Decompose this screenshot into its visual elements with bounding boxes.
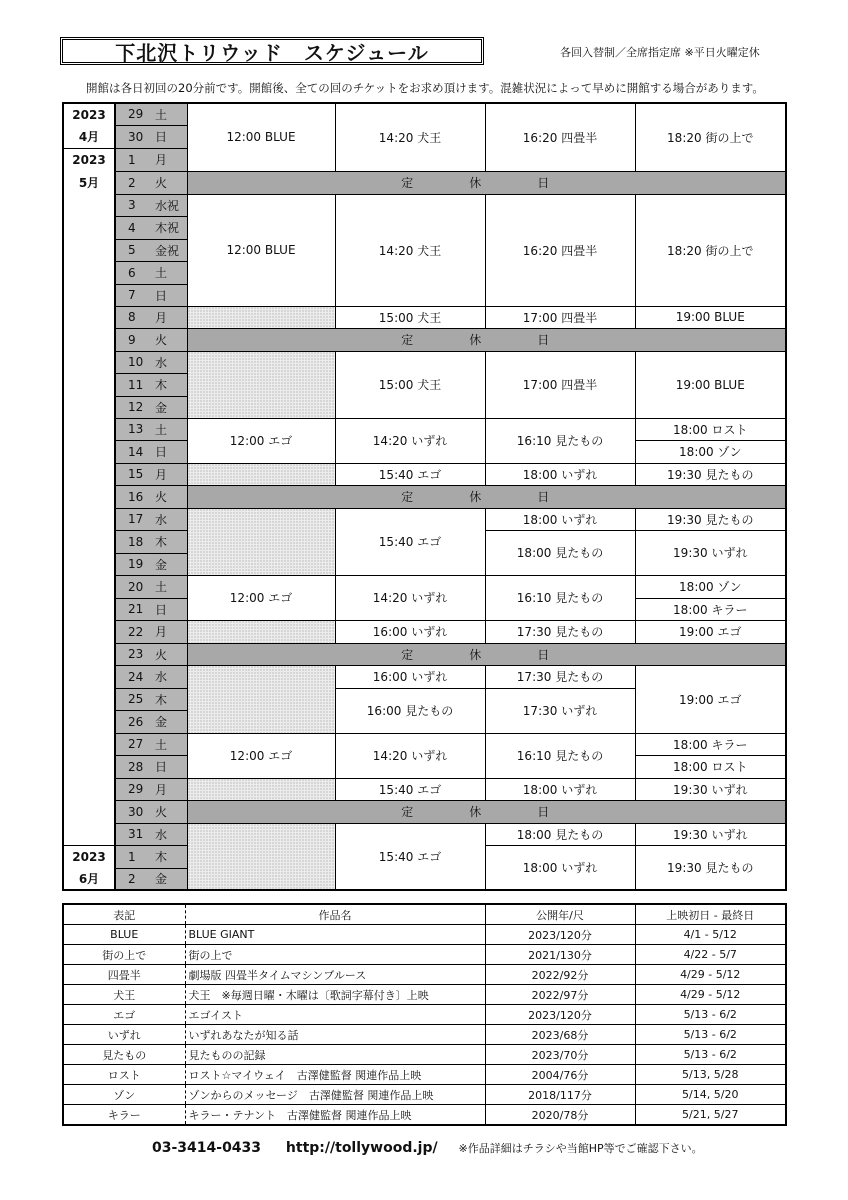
showtime-cell: 16:10 見たもの bbox=[485, 733, 635, 778]
day-number: 2 bbox=[115, 868, 155, 890]
legend-row bbox=[63, 945, 786, 965]
showtime-cell: 19:00 BLUE bbox=[635, 351, 786, 418]
showtime-cell: 15:40 エゴ bbox=[335, 823, 485, 890]
day-number: 28 bbox=[115, 755, 155, 778]
showtime-cell: 18:00 ゾン bbox=[635, 575, 786, 598]
day-number: 14 bbox=[115, 440, 155, 463]
website-link[interactable]: http://tollywood.jp/ bbox=[285, 1140, 438, 1156]
showtime-cell: 16:00 いずれ bbox=[335, 665, 485, 688]
legend-title: エゴイスト bbox=[185, 1005, 485, 1025]
showtime-cell: 19:30 いずれ bbox=[635, 530, 786, 575]
day-number: 9 bbox=[115, 328, 155, 351]
day-number: 16 bbox=[115, 485, 155, 508]
weekday: 水 bbox=[155, 665, 187, 688]
no-screening-cell bbox=[187, 306, 335, 328]
day-number: 8 bbox=[115, 306, 155, 328]
legend-dates: 5/14, 5/20 bbox=[635, 1085, 786, 1105]
legend-title: ロスト☆マイウェイ 古澤健監督 関連作品上映 bbox=[185, 1065, 485, 1085]
showtime-cell: 19:00 BLUE bbox=[635, 306, 786, 328]
showtime-cell: 14:20 いずれ bbox=[335, 575, 485, 620]
weekday: 金 bbox=[155, 396, 187, 418]
weekday: 火 bbox=[155, 485, 187, 508]
weekday: 日 bbox=[155, 125, 187, 148]
no-screening-cell bbox=[187, 665, 335, 733]
showtime-cell: 18:00 ロスト bbox=[635, 755, 786, 778]
legend-row bbox=[63, 925, 786, 945]
showtime-cell: 19:30 見たもの bbox=[635, 845, 786, 890]
weekday: 日 bbox=[155, 440, 187, 463]
day-number: 1 bbox=[115, 148, 155, 171]
month-label: 5月 bbox=[63, 171, 115, 194]
year-label: 2023 bbox=[63, 148, 115, 171]
day-number: 13 bbox=[115, 418, 155, 440]
showtime-cell: 18:00 ロスト bbox=[635, 418, 786, 440]
showtime-cell: 14:20 犬王 bbox=[335, 103, 485, 171]
showtime-cell: 15:40 エゴ bbox=[335, 508, 485, 575]
legend-title: 犬王 ※毎週日曜・木曜は〔歌詞字幕付き〕上映 bbox=[185, 985, 485, 1005]
weekday: 土 bbox=[155, 103, 187, 125]
showtime-cell: 18:00 いずれ bbox=[485, 508, 635, 530]
weekday: 日 bbox=[155, 598, 187, 620]
legend-dates: 4/29 - 5/12 bbox=[635, 965, 786, 985]
legend-row bbox=[63, 1025, 786, 1045]
closed-day-bar: 定 休 日 bbox=[187, 485, 786, 508]
day-number: 26 bbox=[115, 710, 155, 733]
day-number: 6 bbox=[115, 261, 155, 284]
showtime-cell: 12:00 エゴ bbox=[187, 575, 335, 620]
opening-note: 開館は各日初回の20分前です。開館後、全ての回のチケットをお求め頂けます。混雑状況によって早めに開館する場合があります。 bbox=[86, 81, 764, 95]
day-number: 31 bbox=[115, 823, 155, 845]
showtime-cell: 16:00 見たもの bbox=[335, 688, 485, 733]
showtime-cell: 12:00 BLUE bbox=[187, 103, 335, 171]
footer bbox=[152, 1140, 703, 1156]
showtime-cell: 12:00 エゴ bbox=[187, 418, 335, 463]
weekday: 日 bbox=[155, 284, 187, 306]
closed-day-bar: 定 休 日 bbox=[187, 800, 786, 823]
showtime-cell: 18:00 見たもの bbox=[485, 530, 635, 575]
legend-year: 2022/92分 bbox=[485, 965, 635, 985]
legend-title: いずれあなたが知る話 bbox=[185, 1025, 485, 1045]
legend-dates: 4/1 - 5/12 bbox=[635, 925, 786, 945]
showtime-cell: 18:00 キラー bbox=[635, 733, 786, 755]
showtime-cell: 17:30 いずれ bbox=[485, 688, 635, 733]
day-number: 12 bbox=[115, 396, 155, 418]
showtime-cell: 19:30 いずれ bbox=[635, 823, 786, 845]
weekday: 火 bbox=[155, 171, 187, 194]
weekday: 水 bbox=[155, 823, 187, 845]
day-number: 30 bbox=[115, 800, 155, 823]
day-number: 22 bbox=[115, 620, 155, 643]
legend-year: 2023/70分 bbox=[485, 1045, 635, 1065]
day-number: 17 bbox=[115, 508, 155, 530]
weekday: 金 bbox=[155, 553, 187, 575]
legend-title: 街の上で bbox=[185, 945, 485, 965]
month-label: 6月 bbox=[63, 868, 115, 890]
day-number: 19 bbox=[115, 553, 155, 575]
legend-abbr: 犬王 bbox=[63, 985, 185, 1005]
showtime-cell: 12:00 BLUE bbox=[187, 194, 335, 306]
showtime-cell: 17:30 見たもの bbox=[485, 665, 635, 688]
showtime-cell: 17:00 四畳半 bbox=[485, 351, 635, 418]
showtime-cell: 19:30 見たもの bbox=[635, 463, 786, 485]
legend-abbr: 四畳半 bbox=[63, 965, 185, 985]
legend-row bbox=[63, 1105, 786, 1126]
day-number: 24 bbox=[115, 665, 155, 688]
legend-header-row bbox=[63, 904, 786, 925]
showtime-cell: 14:20 いずれ bbox=[335, 733, 485, 778]
weekday: 月 bbox=[155, 306, 187, 328]
legend-year: 2021/130分 bbox=[485, 945, 635, 965]
legend-year: 2022/97分 bbox=[485, 985, 635, 1005]
weekday: 土 bbox=[155, 575, 187, 598]
year-label: 2023 bbox=[63, 845, 115, 868]
day-number: 10 bbox=[115, 351, 155, 373]
day-number: 21 bbox=[115, 598, 155, 620]
seating-note: 各回入替制／全席指定席 ※平日火曜定休 bbox=[560, 46, 760, 59]
legend-row bbox=[63, 1005, 786, 1025]
legend-dates: 4/29 - 5/12 bbox=[635, 985, 786, 1005]
weekday: 水 bbox=[155, 351, 187, 373]
showtime-cell: 18:00 いずれ bbox=[485, 463, 635, 485]
weekday: 水 bbox=[155, 508, 187, 530]
day-number: 7 bbox=[115, 284, 155, 306]
showtime-cell: 14:20 犬王 bbox=[335, 194, 485, 306]
day-number: 30 bbox=[115, 125, 155, 148]
showtime-cell: 15:00 犬王 bbox=[335, 306, 485, 328]
day-number: 11 bbox=[115, 373, 155, 396]
closed-day-bar: 定 休 日 bbox=[187, 328, 786, 351]
legend-dates: 5/21, 5/27 bbox=[635, 1105, 786, 1126]
showtime-cell: 19:00 エゴ bbox=[635, 620, 786, 643]
showtime-cell: 17:00 四畳半 bbox=[485, 306, 635, 328]
weekday: 日 bbox=[155, 755, 187, 778]
showtime-cell: 19:30 いずれ bbox=[635, 778, 786, 800]
weekday: 金祝 bbox=[155, 239, 187, 261]
day-number: 23 bbox=[115, 643, 155, 665]
legend-abbr: ゾン bbox=[63, 1085, 185, 1105]
day-number: 20 bbox=[115, 575, 155, 598]
film-legend-table bbox=[62, 903, 787, 1126]
showtime-cell: 12:00 エゴ bbox=[187, 733, 335, 778]
legend-row bbox=[63, 1045, 786, 1065]
legend-title: 見たものの記録 bbox=[185, 1045, 485, 1065]
legend-header: 上映初日 - 最終日 bbox=[635, 904, 786, 925]
legend-row bbox=[63, 965, 786, 985]
day-number: 27 bbox=[115, 733, 155, 755]
closed-day-bar: 定 休 日 bbox=[187, 643, 786, 665]
legend-year: 2023/120分 bbox=[485, 925, 635, 945]
showtime-cell: 18:20 街の上で bbox=[635, 194, 786, 306]
day-number: 3 bbox=[115, 194, 155, 216]
weekday: 木 bbox=[155, 688, 187, 710]
day-number: 29 bbox=[115, 778, 155, 800]
no-screening-cell bbox=[187, 508, 335, 575]
legend-year: 2020/78分 bbox=[485, 1105, 635, 1126]
weekday: 木祝 bbox=[155, 216, 187, 239]
day-number: 18 bbox=[115, 530, 155, 553]
day-number: 1 bbox=[115, 845, 155, 868]
legend-year: 2018/117分 bbox=[485, 1085, 635, 1105]
weekday: 水祝 bbox=[155, 194, 187, 216]
day-number: 15 bbox=[115, 463, 155, 485]
no-screening-cell bbox=[187, 620, 335, 643]
closed-day-bar: 定 休 日 bbox=[187, 171, 786, 194]
legend-title: BLUE GIANT bbox=[185, 925, 485, 945]
showtime-cell: 16:20 四畳半 bbox=[485, 194, 635, 306]
weekday: 火 bbox=[155, 643, 187, 665]
showtime-cell: 16:10 見たもの bbox=[485, 418, 635, 463]
legend-abbr: 街の上で bbox=[63, 945, 185, 965]
no-screening-cell bbox=[187, 778, 335, 800]
legend-dates: 4/22 - 5/7 bbox=[635, 945, 786, 965]
weekday: 火 bbox=[155, 800, 187, 823]
year-label: 2023 bbox=[63, 103, 115, 125]
legend-abbr: ロスト bbox=[63, 1065, 185, 1085]
phone-number: 03-3414-0433 bbox=[152, 1140, 262, 1156]
day-number: 25 bbox=[115, 688, 155, 710]
legend-abbr: BLUE bbox=[63, 925, 185, 945]
showtime-cell: 18:20 街の上で bbox=[635, 103, 786, 171]
legend-header: 表記 bbox=[63, 904, 185, 925]
weekday: 土 bbox=[155, 733, 187, 755]
showtime-cell: 18:00 いずれ bbox=[485, 778, 635, 800]
showtime-cell: 18:00 キラー bbox=[635, 598, 786, 620]
showtime-cell: 16:20 四畳半 bbox=[485, 103, 635, 171]
legend-year: 2023/120分 bbox=[485, 1005, 635, 1025]
showtime-cell: 18:00 ゾン bbox=[635, 440, 786, 463]
showtime-cell: 15:00 犬王 bbox=[335, 351, 485, 418]
legend-year: 2023/68分 bbox=[485, 1025, 635, 1045]
showtime-cell: 19:30 見たもの bbox=[635, 508, 786, 530]
legend-title: 劇場版 四畳半タイムマシンブルース bbox=[185, 965, 485, 985]
no-screening-cell bbox=[187, 823, 335, 890]
legend-row bbox=[63, 985, 786, 1005]
page-title-box bbox=[60, 37, 484, 65]
weekday: 木 bbox=[155, 373, 187, 396]
legend-year: 2004/76分 bbox=[485, 1065, 635, 1085]
legend-dates: 5/13, 5/28 bbox=[635, 1065, 786, 1085]
showtime-cell: 18:00 見たもの bbox=[485, 823, 635, 845]
month-label: 4月 bbox=[63, 125, 115, 148]
footer-note: ※作品詳細はチラシや当館HP等でご確認下さい。 bbox=[458, 1142, 703, 1155]
legend-dates: 5/13 - 6/2 bbox=[635, 1045, 786, 1065]
showtime-cell: 14:20 いずれ bbox=[335, 418, 485, 463]
showtime-cell: 16:00 いずれ bbox=[335, 620, 485, 643]
legend-title: キラー・テナント 古澤健監督 関連作品上映 bbox=[185, 1105, 485, 1126]
showtime-cell: 15:40 エゴ bbox=[335, 778, 485, 800]
legend-dates: 5/13 - 6/2 bbox=[635, 1005, 786, 1025]
weekday: 月 bbox=[155, 463, 187, 485]
showtime-cell: 18:00 いずれ bbox=[485, 845, 635, 890]
day-number: 5 bbox=[115, 239, 155, 261]
legend-abbr: 見たもの bbox=[63, 1045, 185, 1065]
showtime-cell: 17:30 見たもの bbox=[485, 620, 635, 643]
showtime-cell: 16:10 見たもの bbox=[485, 575, 635, 620]
weekday: 月 bbox=[155, 778, 187, 800]
legend-header: 作品名 bbox=[185, 904, 485, 925]
showtime-cell: 15:40 エゴ bbox=[335, 463, 485, 485]
legend-dates: 5/13 - 6/2 bbox=[635, 1025, 786, 1045]
page-title: 下北沢トリウッド スケジュール bbox=[115, 40, 429, 65]
legend-title: ゾンからのメッセージ 古澤健監督 関連作品上映 bbox=[185, 1085, 485, 1105]
legend-header: 公開年/尺 bbox=[485, 904, 635, 925]
schedule-table bbox=[62, 102, 787, 891]
weekday: 土 bbox=[155, 418, 187, 440]
no-screening-cell bbox=[187, 463, 335, 485]
no-screening-cell bbox=[187, 351, 335, 418]
weekday: 火 bbox=[155, 328, 187, 351]
showtime-cell: 19:00 エゴ bbox=[635, 665, 786, 733]
weekday: 金 bbox=[155, 868, 187, 890]
weekday: 月 bbox=[155, 620, 187, 643]
weekday: 土 bbox=[155, 261, 187, 284]
legend-abbr: エゴ bbox=[63, 1005, 185, 1025]
day-number: 29 bbox=[115, 103, 155, 125]
weekday: 木 bbox=[155, 845, 187, 868]
legend-abbr: キラー bbox=[63, 1105, 185, 1126]
legend-abbr: いずれ bbox=[63, 1025, 185, 1045]
day-number: 2 bbox=[115, 171, 155, 194]
legend-row bbox=[63, 1065, 786, 1085]
weekday: 月 bbox=[155, 148, 187, 171]
day-number: 4 bbox=[115, 216, 155, 239]
legend-row bbox=[63, 1085, 786, 1105]
weekday: 木 bbox=[155, 530, 187, 553]
weekday: 金 bbox=[155, 710, 187, 733]
